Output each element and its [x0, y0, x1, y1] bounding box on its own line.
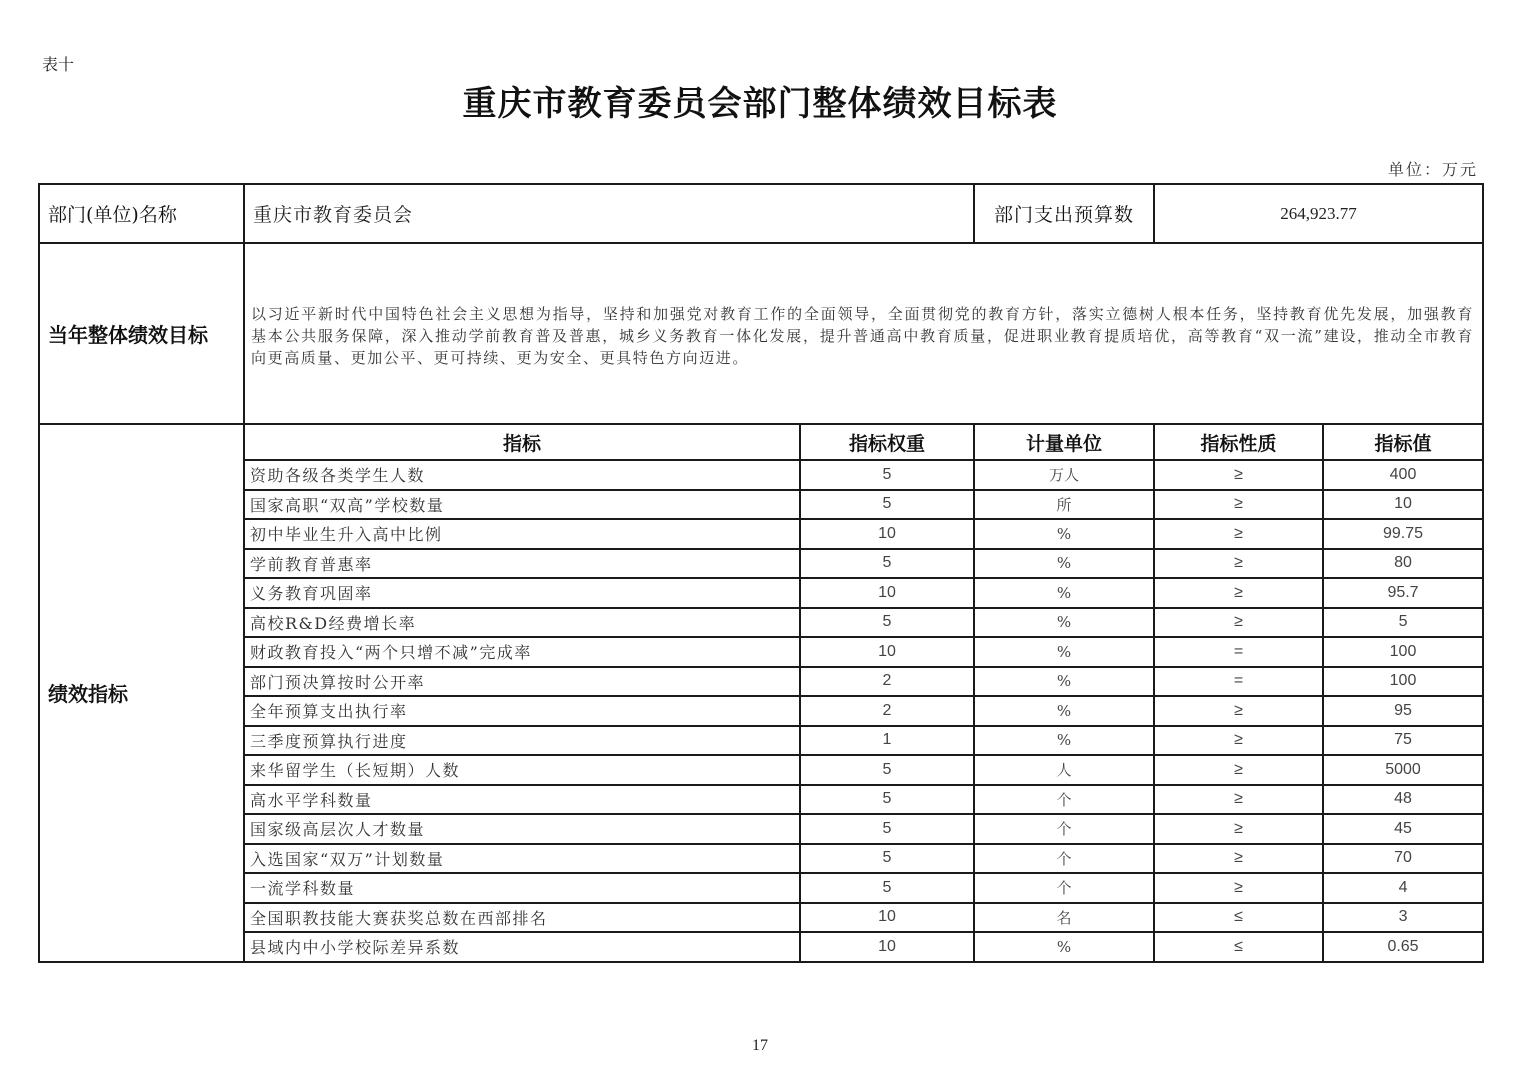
indicator-nature: ≤ — [1154, 903, 1323, 933]
header-weight: 指标权重 — [800, 424, 974, 460]
indicator-name: 学前教育普惠率 — [244, 549, 800, 579]
indicator-name: 国家高职“双高”学校数量 — [244, 490, 800, 520]
page-title: 重庆市教育委员会部门整体绩效目标表 — [462, 84, 1058, 124]
header-indicator: 指标 — [244, 424, 800, 460]
goal-label: 当年整体绩效目标 — [39, 243, 244, 424]
indicator-unit: % — [974, 549, 1154, 579]
page-number: 17 — [752, 1037, 768, 1054]
indicator-row — [39, 578, 1483, 608]
indicator-row — [39, 873, 1483, 903]
indicator-name: 入选国家“双万”计划数量 — [244, 844, 800, 874]
indicator-weight: 10 — [800, 578, 974, 608]
indicator-value: 70 — [1323, 844, 1483, 874]
indicator-value: 99.75 — [1323, 519, 1483, 549]
indicator-nature: ≥ — [1154, 755, 1323, 785]
goal-row — [39, 243, 1483, 424]
indicator-row — [39, 490, 1483, 520]
indicator-row — [39, 608, 1483, 638]
indicator-value: 400 — [1323, 460, 1483, 490]
indicator-value: 95.7 — [1323, 578, 1483, 608]
unit-label: 单位：万元 — [1387, 160, 1478, 179]
indicator-unit: 个 — [974, 814, 1154, 844]
indicator-nature: ≥ — [1154, 696, 1323, 726]
budget-label: 部门支出预算数 — [974, 184, 1154, 243]
indicator-value: 100 — [1323, 637, 1483, 667]
header-value: 指标值 — [1323, 424, 1483, 460]
indicator-weight: 1 — [800, 726, 974, 756]
indicator-value: 4 — [1323, 873, 1483, 903]
indicator-weight: 5 — [800, 460, 974, 490]
indicator-weight: 5 — [800, 873, 974, 903]
indicator-name: 部门预决算按时公开率 — [244, 667, 800, 697]
budget-value: 264,923.77 — [1154, 184, 1483, 243]
indicator-weight: 5 — [800, 844, 974, 874]
indicator-name: 全年预算支出执行率 — [244, 696, 800, 726]
dept-name-label: 部门(单位)名称 — [39, 184, 244, 243]
indicator-nature: ≥ — [1154, 460, 1323, 490]
indicator-row — [39, 814, 1483, 844]
indicator-unit: 名 — [974, 903, 1154, 933]
indicator-value: 100 — [1323, 667, 1483, 697]
indicator-row — [39, 519, 1483, 549]
indicator-nature: ≥ — [1154, 549, 1323, 579]
indicator-weight: 5 — [800, 608, 974, 638]
indicator-value: 5 — [1323, 608, 1483, 638]
indicator-row — [39, 903, 1483, 933]
indicator-name: 国家级高层次人才数量 — [244, 814, 800, 844]
indicator-row — [39, 667, 1483, 697]
indicator-weight: 2 — [800, 696, 974, 726]
indicator-unit: 个 — [974, 785, 1154, 815]
indicator-name: 来华留学生（长短期）人数 — [244, 755, 800, 785]
indicator-nature: ≥ — [1154, 844, 1323, 874]
indicator-name: 三季度预算执行进度 — [244, 726, 800, 756]
indicator-unit: % — [974, 519, 1154, 549]
indicator-weight: 5 — [800, 490, 974, 520]
indicator-value: 10 — [1323, 490, 1483, 520]
indicator-unit: % — [974, 726, 1154, 756]
indicator-value: 3 — [1323, 903, 1483, 933]
indicator-name: 资助各级各类学生人数 — [244, 460, 800, 490]
indicator-section-label: 绩效指标 — [39, 424, 244, 962]
indicator-unit: 个 — [974, 873, 1154, 903]
indicator-value: 80 — [1323, 549, 1483, 579]
indicator-value: 5000 — [1323, 755, 1483, 785]
header-nature: 指标性质 — [1154, 424, 1323, 460]
indicator-unit: % — [974, 578, 1154, 608]
indicator-weight: 10 — [800, 903, 974, 933]
indicator-nature: = — [1154, 667, 1323, 697]
indicator-row — [39, 549, 1483, 579]
indicator-row — [39, 932, 1483, 962]
table-number-label: 表十 — [42, 55, 75, 74]
indicator-unit: % — [974, 932, 1154, 962]
indicator-value: 75 — [1323, 726, 1483, 756]
indicator-row — [39, 755, 1483, 785]
indicator-unit: 所 — [974, 490, 1154, 520]
indicator-unit: % — [974, 608, 1154, 638]
indicator-value: 45 — [1323, 814, 1483, 844]
indicator-nature: ≥ — [1154, 578, 1323, 608]
indicator-name: 一流学科数量 — [244, 873, 800, 903]
indicator-row — [39, 460, 1483, 490]
indicator-weight: 5 — [800, 549, 974, 579]
indicator-weight: 10 — [800, 932, 974, 962]
indicator-header-row — [39, 424, 1483, 460]
indicator-nature: ≥ — [1154, 519, 1323, 549]
indicator-row — [39, 696, 1483, 726]
indicator-unit: % — [974, 667, 1154, 697]
indicator-unit: % — [974, 696, 1154, 726]
indicator-name: 全国职教技能大赛获奖总数在西部排名 — [244, 903, 800, 933]
indicator-nature: ≥ — [1154, 814, 1323, 844]
indicator-unit: % — [974, 637, 1154, 667]
indicator-row — [39, 637, 1483, 667]
dept-name-value: 重庆市教育委员会 — [244, 184, 974, 243]
indicator-name: 县域内中小学校际差异系数 — [244, 932, 800, 962]
indicator-name: 高校R&D经费增长率 — [244, 608, 800, 638]
indicator-weight: 10 — [800, 519, 974, 549]
performance-target-table — [38, 183, 1484, 963]
indicator-row — [39, 844, 1483, 874]
header-unit: 计量单位 — [974, 424, 1154, 460]
indicator-name: 财政教育投入“两个只增不减”完成率 — [244, 637, 800, 667]
indicator-nature: ≥ — [1154, 873, 1323, 903]
indicator-nature: ≤ — [1154, 932, 1323, 962]
indicator-unit: 人 — [974, 755, 1154, 785]
indicator-value: 48 — [1323, 785, 1483, 815]
indicator-value: 95 — [1323, 696, 1483, 726]
indicator-row — [39, 726, 1483, 756]
indicator-value: 0.65 — [1323, 932, 1483, 962]
indicator-name: 义务教育巩固率 — [244, 578, 800, 608]
dept-row — [39, 184, 1483, 243]
indicator-row — [39, 785, 1483, 815]
indicator-unit: 个 — [974, 844, 1154, 874]
indicator-weight: 5 — [800, 755, 974, 785]
indicator-nature: ≥ — [1154, 608, 1323, 638]
indicator-nature: ≥ — [1154, 490, 1323, 520]
indicator-weight: 5 — [800, 785, 974, 815]
indicator-weight: 5 — [800, 814, 974, 844]
indicator-unit: 万人 — [974, 460, 1154, 490]
indicator-nature: ≥ — [1154, 785, 1323, 815]
indicator-weight: 10 — [800, 637, 974, 667]
indicator-weight: 2 — [800, 667, 974, 697]
indicator-nature: ≥ — [1154, 726, 1323, 756]
indicator-name: 高水平学科数量 — [244, 785, 800, 815]
indicator-name: 初中毕业生升入高中比例 — [244, 519, 800, 549]
indicator-nature: = — [1154, 637, 1323, 667]
goal-text: 以习近平新时代中国特色社会主义思想为指导，坚持和加强党对教育工作的全面领导，全面贯彻党的教育方针，落实立德树人根本任务，坚持教育优先发展，加强教育基本公共服务保障，深入推动学前教育普及普惠，城乡义务教育一体化发展，提升普通高中教育质量，促进职业教育提质培优，高等教育“双一流”建设，推动全市教育向更高质量、更加公平、更可持续、更为安全、更具特色方向迈进。 — [244, 243, 1483, 424]
